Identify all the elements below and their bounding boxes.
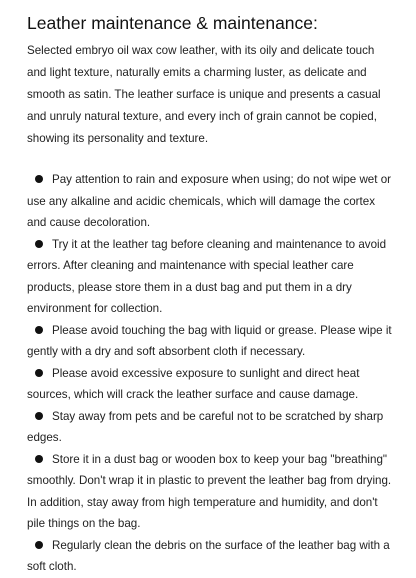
list-item-text: Please avoid excessive exposure to sunlight and direct heat sources, which will crack the leather surface and cause damage. [27, 366, 360, 401]
page-title: Leather maintenance & maintenance: [27, 13, 318, 33]
list-item [27, 363, 394, 406]
list-item-text: Store it in a dust bag or wooden box to keep your bag "breathing" smoothly. Don't wrap it in plastic to prevent the leather bag from drying. In addition, stay away from high temperature and humidity, and don't pile things on the bag. [27, 452, 392, 530]
bullet-dot-icon [35, 326, 43, 334]
list-item-text: Try it at the leather tag before cleaning and maintenance to avoid errors. After cleaning and maintenance with special leather care products, please store them in a dust bag and put them in a dry environment for collection. [27, 237, 387, 315]
bullet-dot-icon [35, 369, 43, 377]
list-item [27, 406, 394, 449]
list-item [27, 320, 394, 363]
list-item [27, 535, 394, 578]
list-item-text: Regularly clean the debris on the surface of the leather bag with a soft cloth. [27, 538, 390, 573]
list-item-text: Stay away from pets and be careful not to be scratched by sharp edges. [27, 409, 384, 444]
list-item-text: Please avoid touching the bag with liquid or grease. Please wipe it gently with a dry and soft absorbent cloth if necessary. [27, 323, 392, 358]
bullet-dot-icon [35, 541, 43, 549]
bullet-dot-icon [35, 455, 43, 463]
list-item [27, 449, 394, 535]
bullet-dot-icon [35, 412, 43, 420]
bullet-dot-icon [35, 240, 43, 248]
list-item [27, 234, 394, 320]
bullet-dot-icon [35, 175, 43, 183]
list-item-text: Pay attention to rain and exposure when using; do not wipe wet or use any alkaline and acidic chemicals, which will damage the cortex and cause decoloration. [27, 173, 392, 229]
intro-paragraph: Selected embryo oil wax cow leather, with its oily and delicate touch and light texture, naturally emits a charming luster, as delicate and smooth as satin. The leather surface is unique and presents a casual and unruly natural texture, and every inch of grain cannot be copied, showing its personality and texture. [27, 44, 381, 145]
list-item [27, 169, 394, 234]
section-spacer [27, 150, 394, 169]
care-tips-list [27, 169, 394, 578]
